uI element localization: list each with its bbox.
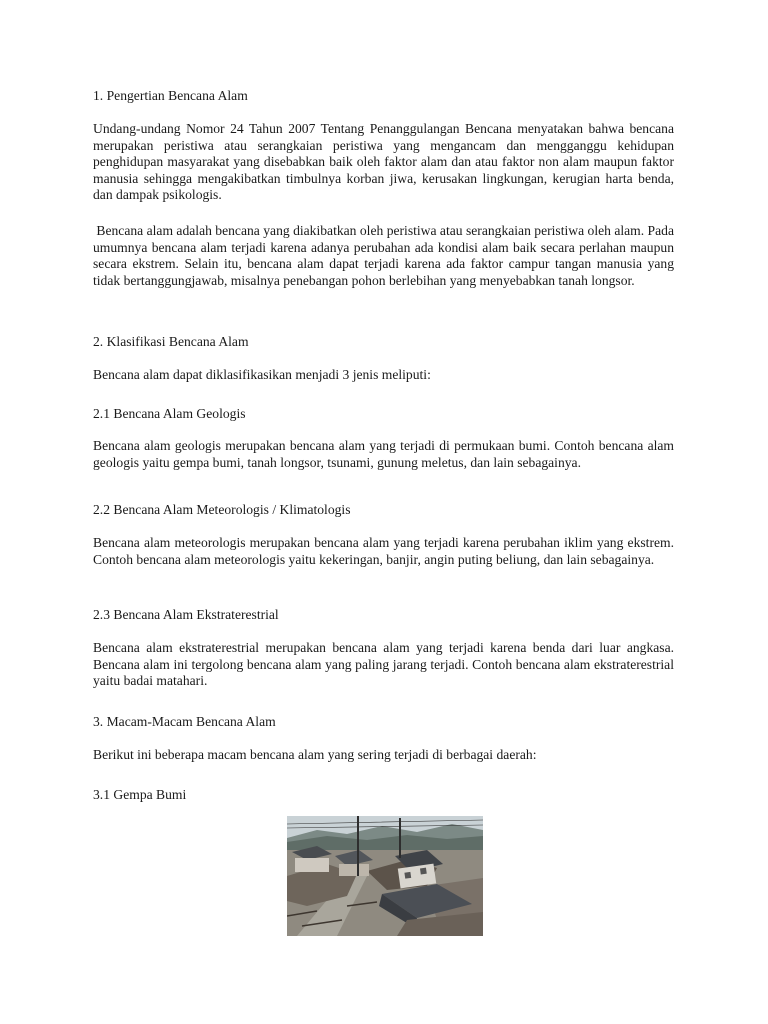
earthquake-damage-photo (287, 816, 483, 936)
section-2-1-paragraph: Bencana alam geologis merupakan bencana alam yang terjadi di permukaan bumi. Contoh bencana alam geologis yaitu gempa bumi, tanah longsor, tsunami, gunung meletus, dan lain sebagainya. (93, 438, 674, 470)
section-1-paragraph-1: Undang-undang Nomor 24 Tahun 2007 Tentang Penanggulangan Bencana menyatakan bahwa bencana merupakan peristiwa atau serangkaian peristiwa yang mengancam dan mengganggu kehidupan penghidupan masyarakat yang disebabkan baik oleh faktor alam dan atau faktor non alam maupun faktor manusia sehingga mengakibatkan timbulnya korban jiwa, kerusakan lingkungan, kerugian harta benda, dan dampak psikologis. (93, 121, 674, 203)
section-2-3-heading: 2.3 Bencana Alam Ekstraterestrial (93, 607, 279, 622)
section-2-1-heading: 2.1 Bencana Alam Geologis (93, 406, 246, 421)
section-2-2-paragraph: Bencana alam meteorologis merupakan bencana alam yang terjadi karena perubahan iklim yang ekstrem. Contoh bencana alam meteorologis yaitu kekeringan, banjir, angin puting beliung, dan lain sebagainya. (93, 535, 674, 567)
section-3-1-heading: 3.1 Gempa Bumi (93, 787, 187, 802)
section-1-paragraph-2: Bencana alam adalah bencana yang diakibatkan oleh peristiwa atau serangkaian peristiwa oleh alam. Pada umumnya bencana alam terjadi karena adanya perubahan ada kondisi alam baik secara perlahan maupun secara ekstrem. Selain itu, bencana alam dapat terjadi karena ada faktor campur tangan manusia yang tidak bertanggungjawab, misalnya penebangan pohon berlebihan yang menyebabkan tanah longsor. (93, 223, 678, 288)
section-3-intro: Berikut ini beberapa macam bencana alam yang sering terjadi di berbagai daerah: (93, 747, 537, 762)
section-1-heading: 1. Pengertian Bencana Alam (93, 88, 248, 103)
section-2-3-paragraph: Bencana alam ekstraterestrial merupakan bencana alam yang terjadi karena benda dari luar angkasa. Bencana alam ini tergolong bencana alam yang paling jarang terjadi. Contoh bencana alam ekstraterestrial yaitu badai matahari. (93, 640, 674, 689)
section-3-heading: 3. Macam-Macam Bencana Alam (93, 714, 276, 729)
section-2-intro: Bencana alam dapat diklasifikasikan menjadi 3 jenis meliputi: (93, 367, 431, 382)
section-2-heading: 2. Klasifikasi Bencana Alam (93, 334, 249, 349)
section-2-2-heading: 2.2 Bencana Alam Meteorologis / Klimatologis (93, 502, 351, 517)
